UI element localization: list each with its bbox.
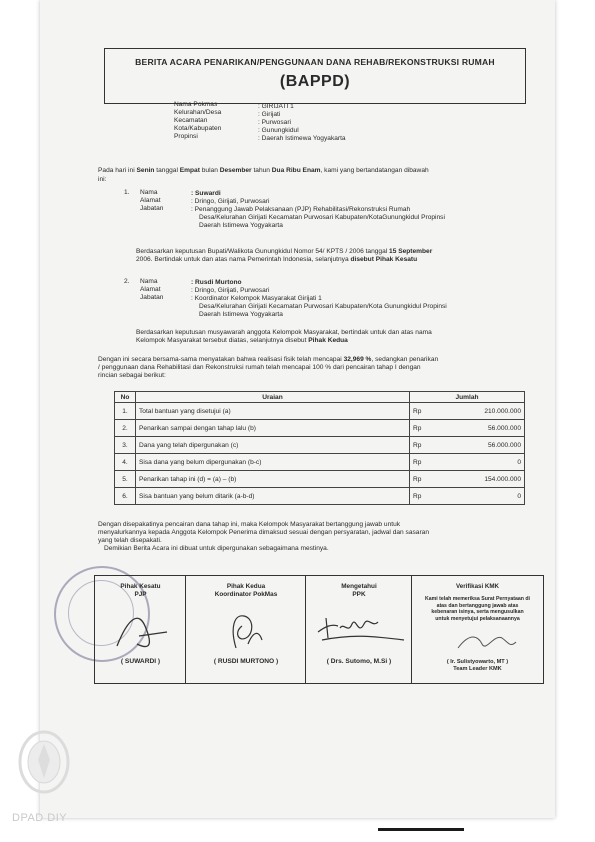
handwritten-signature <box>312 606 408 650</box>
signature-heading: Pihak Kedua Koordinator PokMas <box>214 583 278 598</box>
identity-value: : Gunungkidul <box>258 127 299 134</box>
identity-value: : Purwosari <box>258 119 291 126</box>
table-header: Jumlah <box>410 392 525 403</box>
verification-text: Kami telah memeriksa Surat Pernyataan di atas dan bertanggung jawab atas kebenaran isinya, serta mengusulkan untuk menyetujui pelaksanaannya <box>425 596 530 622</box>
identity-values <box>258 103 346 143</box>
signature-box-party1 <box>94 575 186 684</box>
party1-basis: Berdasarkan keputusan Bupati/Walikota Gunungkidul Nomor 54/ KPTS / 2006 tanggal 15 September 2006. Bertindak untuk dan atas nama Pemerintah Indonesia, selanjutnya disebut Pihak Kesatu <box>136 248 433 263</box>
statement: Dengan ini secara bersama-sama menyatakan bahwa realisasi fisik telah mencapai 32,969 %, sedangkan penarikan / penggunaan dana Rehabilitasi dan Rekonstruksi rumah telah mencapai 100 % dari pencairan tahap I dengan rincian sebagai berikut: <box>98 356 439 379</box>
identity-value: : GIRIJATI 1 <box>258 103 294 110</box>
signature-box-party2 <box>185 575 306 684</box>
intro-line-2: ini: <box>98 176 107 183</box>
table-header-row <box>115 392 525 403</box>
party1-labels: Nama Alamat Jabatan <box>140 189 164 212</box>
table-row: 3. Dana yang telah dipergunakan (c) Rp 56.000.000 <box>115 437 525 454</box>
document-title: BERITA ACARA PENARIKAN/PENGGUNAAN DANA REHAB/REKONSTRUKSI RUMAH <box>135 57 495 67</box>
identity-labels <box>174 101 221 141</box>
bottom-bar <box>378 828 464 831</box>
signature-heading: Mengetahui PPK <box>341 583 377 598</box>
signer-name: ( RUSDI MURTONO ) <box>213 658 279 665</box>
handwritten-signature <box>109 606 173 656</box>
table-row: 5. Penarikan tahap ini (d) = (a) – (b) Rp 154.000.000 <box>115 471 525 488</box>
identity-label: Kelurahan/Desa <box>174 109 222 116</box>
table-row: 4. Sisa dana yang belum dipergunakan (b-c) Rp 0 <box>115 454 525 471</box>
party2-labels: Nama Alamat Jabatan <box>140 278 164 301</box>
party2-name: : Rusdi Murtono <box>191 279 242 286</box>
party2-values: : Rusdi Murtono : Dringo, Girijati, Purwosari : Koordinator Kelompok Masyarakat Girijati 1 Desa/Kelurahan Girijati Kecamatan Purwosari Kabupaten/Kota Gunungkidul Propinsi Daerah Istimewa Yogyakarta <box>191 279 447 318</box>
watermark-text: DPAD DIY <box>12 812 68 824</box>
table-row: 6. Sisa bantuan yang belum ditarik (a-b-d) Rp 0 <box>115 488 525 505</box>
dpad-logo-icon <box>14 728 74 798</box>
intro-line-1: Pada hari ini Senin tanggal Empat bulan Desember tahun Dua Ribu Enam, kami yang bertandatangan dibawah <box>98 167 429 174</box>
identity-label: Propinsi <box>174 133 198 140</box>
identity-label: Kota/Kabupaten <box>174 125 222 132</box>
party2-basis: Berdasarkan keputusan musyawarah anggota Kelompok Masyarakat, bertindak untuk dan atas nama Kelompok Masyarakat tersebut diatas, selanjutnya disebut Pihak Kedua <box>136 329 432 344</box>
handwritten-signature <box>220 604 272 654</box>
signature-heading: Pihak Kesatu PJP <box>120 583 161 598</box>
verification-box <box>411 575 544 684</box>
table-row: 2. Penarikan sampai dengan tahap lalu (b) Rp 56.000.000 <box>115 420 525 437</box>
table-header: No <box>115 392 136 403</box>
verification-title: Verifikasi KMK <box>456 583 499 590</box>
party1-name: : Suwardi <box>191 190 221 197</box>
table-row: 1. Total bantuan yang disetujui (a) Rp 210.000.000 <box>115 403 525 420</box>
fund-table <box>114 391 525 505</box>
party1-number: 1. <box>124 189 130 196</box>
signature-box-ppk <box>305 575 412 684</box>
identity-label: Kecamatan <box>174 117 208 124</box>
document-title-box <box>104 48 526 104</box>
closing-paragraph: Dengan disepakatinya pencairan dana tahap ini, maka Kelompok Masyarakat bertanggung jawab untuk menyalurkannya kepada Anggota Kelompok Penerima dimaksud sesuai dengan persyaratan, jadwal dan sasaran yang telah disepakati. Demikian Berita Acara ini dibuat untuk dipergunakan sebagaimana mestinya. <box>98 521 429 552</box>
identity-value: : Daerah Istimewa Yogyakarta <box>258 135 346 142</box>
identity-label: Nama Pokmas <box>174 101 218 108</box>
party2-number: 2. <box>124 278 130 285</box>
table-header: Uraian <box>136 392 410 403</box>
signer-name: ( Drs. Sutomo, M.Si ) <box>326 658 392 665</box>
party1-values: : Suwardi : Dringo, Girijati, Purwosari : Penanggung Jawab Pelaksanaan (PJP) Rehabilitasi/Rekonstruksi Rumah Desa/Kelurahan Girijati Kecamatan Purwosari Kabupaten/KotaGunungkidul Propinsi Daerah Istimewa Yogyakarta <box>191 190 445 229</box>
signer-name: ( SUWARDI ) <box>120 658 161 665</box>
document-acronym: (BAPPD) <box>279 73 351 90</box>
identity-value: : Girijati <box>258 111 281 118</box>
verifier: ( Ir. Sulistyowarto, MT ) Team Leader KMK <box>446 659 509 672</box>
handwritten-signature <box>452 628 522 656</box>
